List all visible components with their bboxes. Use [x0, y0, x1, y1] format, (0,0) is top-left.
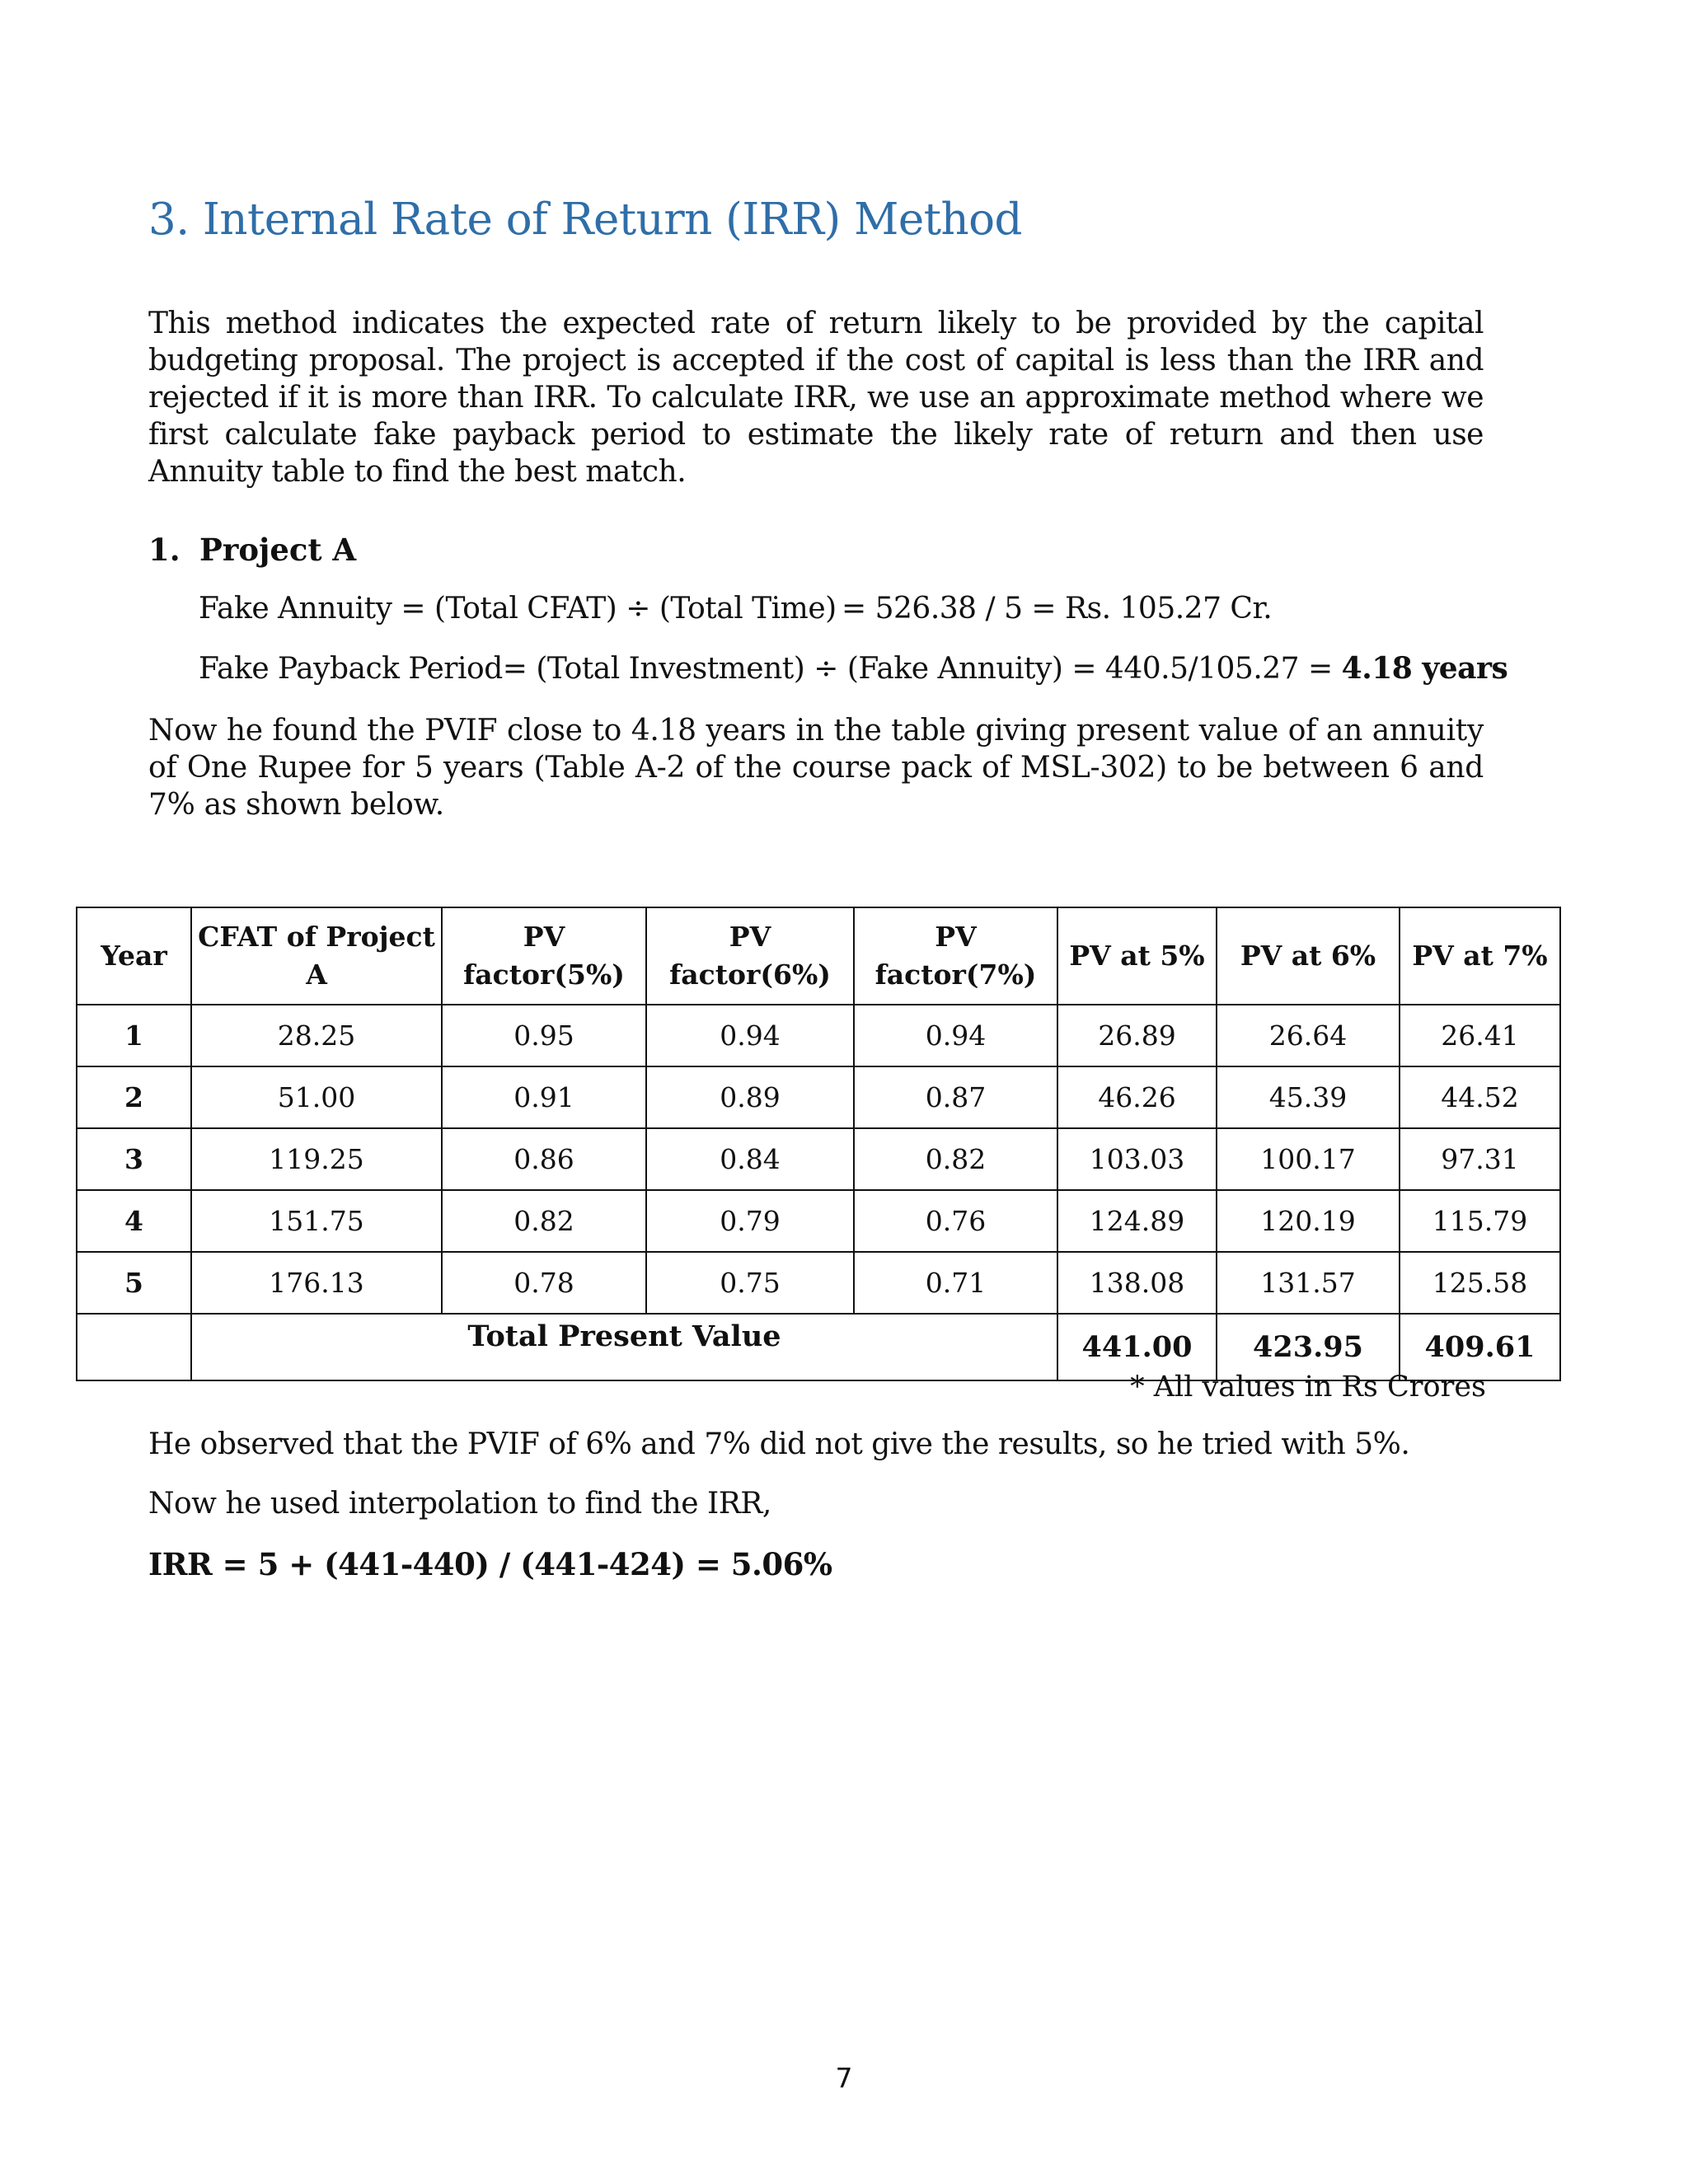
cell-pv-6: 131.57 [1217, 1252, 1400, 1314]
cell-pv-6: 45.39 [1217, 1066, 1400, 1128]
cell-pv-7: 115.79 [1400, 1190, 1560, 1252]
fake-annuity-result: = 526.38 / 5 = Rs. 105.27 Cr. [842, 592, 1273, 626]
cell-year: 1 [77, 1005, 191, 1066]
header-cfat: CFAT of Project A [191, 907, 442, 1005]
cell-pv-5: 103.03 [1057, 1128, 1217, 1190]
cell-pv-7: 26.41 [1400, 1005, 1560, 1066]
total-pv-6: 423.95 [1217, 1314, 1400, 1380]
table-row [77, 1252, 1560, 1314]
header-pv-5: PV at 5% [1057, 907, 1217, 1005]
cell-pv-5: 46.26 [1057, 1066, 1217, 1128]
project-title: Project A [199, 532, 357, 568]
header-pv-6: PV at 6% [1217, 907, 1400, 1005]
table-row [77, 1128, 1560, 1190]
cell-pv-factor-6: 0.79 [646, 1190, 854, 1252]
fake-payback-formula [199, 651, 1507, 686]
cell-pv-factor-6: 0.84 [646, 1128, 854, 1190]
header-pv-factor-7: PV factor(7%) [854, 907, 1057, 1005]
cell-pv-factor-5: 0.86 [442, 1128, 646, 1190]
cell-pv-7: 97.31 [1400, 1128, 1560, 1190]
cell-year: 4 [77, 1190, 191, 1252]
cell-cfat: 51.00 [191, 1066, 442, 1128]
observation-text: He observed that the PVIF of 6% and 7% did not give the results, so he tried with 5%. [148, 1427, 1410, 1461]
total-pv-7: 409.61 [1400, 1314, 1560, 1380]
table-header-row [77, 907, 1560, 1005]
total-label: Total Present Value [191, 1314, 1057, 1380]
cell-pv-factor-7: 0.76 [854, 1190, 1057, 1252]
cell-pv-5: 26.89 [1057, 1005, 1217, 1066]
table-row [77, 1005, 1560, 1066]
interpolation-text: Now he used interpolation to find the IRR, [148, 1487, 771, 1521]
cell-empty [77, 1314, 191, 1380]
cell-cfat: 119.25 [191, 1128, 442, 1190]
total-pv-5: 441.00 [1057, 1314, 1217, 1380]
cell-cfat: 176.13 [191, 1252, 442, 1314]
cell-pv-6: 120.19 [1217, 1190, 1400, 1252]
cell-pv-factor-7: 0.87 [854, 1066, 1057, 1128]
cell-year: 3 [77, 1128, 191, 1190]
cell-pv-factor-6: 0.94 [646, 1005, 854, 1066]
cell-pv-factor-6: 0.75 [646, 1252, 854, 1314]
fake-annuity-label: Fake Annuity = (Total CFAT) ÷ (Total Time) [199, 592, 837, 626]
page-number: 7 [835, 2062, 853, 2094]
cell-pv-factor-5: 0.78 [442, 1252, 646, 1314]
cell-pv-factor-5: 0.91 [442, 1066, 646, 1128]
cell-cfat: 28.25 [191, 1005, 442, 1066]
cell-pv-factor-7: 0.94 [854, 1005, 1057, 1066]
pvif-paragraph: Now he found the PVIF close to 4.18 years in the table giving present value of an annuity of One Rupee for 5 years (Table A-2 of the course pack of MSL-302) to be between 6 and 7% as shown below. [148, 714, 1484, 822]
cell-cfat: 151.75 [191, 1190, 442, 1252]
project-a-heading [148, 532, 356, 568]
cell-pv-factor-5: 0.95 [442, 1005, 646, 1066]
cell-pv-7: 125.58 [1400, 1252, 1560, 1314]
fake-annuity-formula [199, 592, 1273, 626]
cell-pv-6: 26.64 [1217, 1005, 1400, 1066]
section-heading: 3. Internal Rate of Return (IRR) Method [148, 194, 1022, 245]
table-row [77, 1190, 1560, 1252]
cell-pv-6: 100.17 [1217, 1128, 1400, 1190]
intro-paragraph: This method indicates the expected rate of return likely to be provided by the capital budgeting proposal. The project is accepted if the cost of capital is less than the IRR and rejected if it is more than IRR. To calculate IRR, we use an approximate method where we first calculate fake payback period to estimate the likely rate of return and then use Annuity table to find the best match. [148, 307, 1484, 489]
fake-payback-label: Fake Payback Period= (Total Investment) ÷ (Fake Annuity) = 440.5/105.27 = [199, 652, 1342, 686]
table-row [77, 1066, 1560, 1128]
table-footnote: * All values in Rs Crores [1130, 1371, 1486, 1404]
header-pv-factor-6: PV factor(6%) [646, 907, 854, 1005]
fake-payback-result: 4.18 years [1341, 651, 1508, 686]
cell-pv-7: 44.52 [1400, 1066, 1560, 1128]
cell-pv-factor-6: 0.89 [646, 1066, 854, 1128]
cell-year: 2 [77, 1066, 191, 1128]
header-pv-factor-5: PV factor(5%) [442, 907, 646, 1005]
header-year: Year [77, 907, 191, 1005]
cell-pv-factor-7: 0.82 [854, 1128, 1057, 1190]
irr-formula: IRR = 5 + (441-440) / (441-424) = 5.06% [148, 1546, 832, 1582]
list-number: 1. [148, 532, 181, 568]
cell-pv-5: 138.08 [1057, 1252, 1217, 1314]
cell-pv-factor-7: 0.71 [854, 1252, 1057, 1314]
cell-year: 5 [77, 1252, 191, 1314]
cell-pv-5: 124.89 [1057, 1190, 1217, 1252]
pv-table [76, 907, 1561, 1381]
header-pv-7: PV at 7% [1400, 907, 1560, 1005]
cell-pv-factor-5: 0.82 [442, 1190, 646, 1252]
